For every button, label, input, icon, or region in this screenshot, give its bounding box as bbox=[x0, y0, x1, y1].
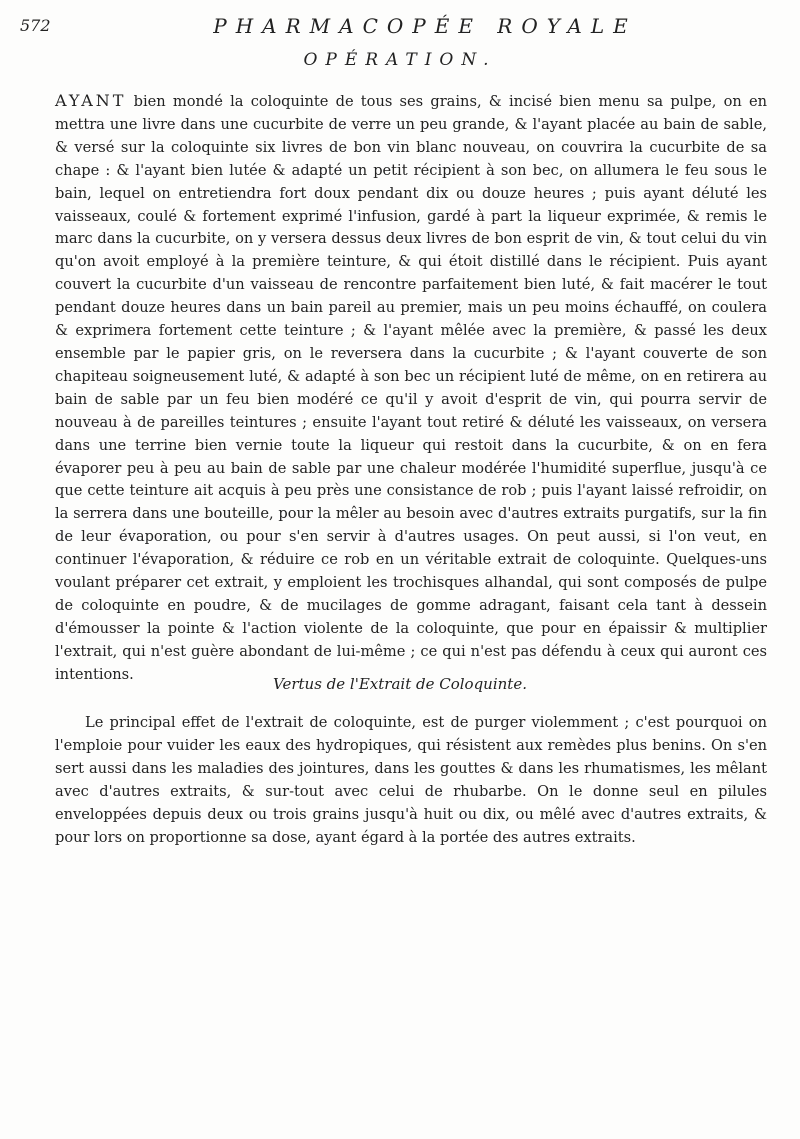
section-title: OPÉRATION. bbox=[303, 50, 497, 70]
page-number: 572 bbox=[20, 16, 51, 35]
operation-paragraph-text: bien mondé la coloquinte de tous ses grains, & incisé bien menu sa pulpe, on en mettra une livre dans une cucurbite de verre un peu grande, & l'ayant placée au bain de sable, & versé sur la coloquinte six livres de bon vin blanc nouveau, on couvrira la cucurbite de sa chape : & l'ayant bien lutée & adapté un petit récipient à son bec, on allumera le feu sous le bain, lequel on entretiendra fort doux pendant dix ou douze heures ; puis ayant déluté les vaisseaux, coulé & fortement exprimé l'infusion, gardé à part la liqueur exprimée, & remis le marc dans la cucurbite, on y versera dessus deux livres de bon esprit de vin, & tout celui du vin qu'on avoit employé à la première teinture, & qui étoit distillé dans le récipient. Puis ayant couvert la cucurbite d'un vaisseau de rencontre parfaitement bien luté, & fait macérer le tout pendant douze heures dans un bain pareil au premier, mais un peu moins échauffé, on coulera & exprimera fortement cette teinture ; & l'ayant mêlée avec la première, & passé les deux ensemble par le papier gris, on le reversera dans la cucurbite ; & l'ayant couverte de son chapiteau soigneusement luté, & adapté à son bec un récipient luté de même, on en retirera au bain de sable par un feu bien modéré ce qu'il y avoit d'esprit de vin, qui pourra servir de nouveau à de pareilles teintures ; ensuite l'ayant tout retiré & déluté les vaisseaux, on versera dans une terrine bien vernie toute la liqueur qui restoit dans la cucurbite, & on en fera évaporer peu à peu au bain de sable par une chaleur modérée l'humidité superflue, jusqu'à ce que cette teinture ait acquis à peu près une consistance de rob ; puis l'ayant laissé refroidir, on la serrera dans une bouteille, pour la mêler au besoin avec d'autres extraits purgatifs, sur la fin de leur évaporation, ou pour s'en servir à d'autres usages. On peut aussi, si l'on veut, en continuer l'évaporation, & réduire ce rob en un véritable extrait de coloquinte. Quelques-uns voulant préparer cet extrait, y emploient les trochisques alhandal, qui sont composés de pulpe de coloquinte en poudre, & de mucilages de gomme adragant, faisant cela tant à dessein d'émousser la pointe & l'action violente de la coloquinte, que pour en épaissir & multiplier l'extrait, qui n'est guère abondant de lui-même ; ce qui n'est pas défendu à ceux qui auront ces intentions. bbox=[55, 93, 767, 683]
operation-paragraph bbox=[55, 90, 767, 687]
running-head: PHARMACOPÉE ROYALE bbox=[213, 14, 637, 38]
virtues-paragraph: Le principal effet de l'extrait de coloquinte, est de purger violemment ; c'est pourquoi on l'emploie pour vuider les eaux des hydropiques, qui résistent aux remèdes plus benins. On s'en sert aussi dans les maladies des jointures, dans les gouttes & dans les rhumatismes, les mêlant avec d'autres extraits, & sur-tout avec celui de rhubarbe. On le donne seul en pilules enveloppées depuis deux ou trois grains jusqu'à huit ou dix, ou mêlé avec d'autres extraits, & pour lors on proportionne sa dose, ayant égard à la portée des autres extraits. bbox=[55, 714, 767, 846]
virtues-subheading: Vertus de l'Extrait de Coloquinte. bbox=[273, 675, 527, 693]
page-header bbox=[20, 8, 760, 40]
paragraph-initial: AYANT bbox=[55, 91, 127, 110]
